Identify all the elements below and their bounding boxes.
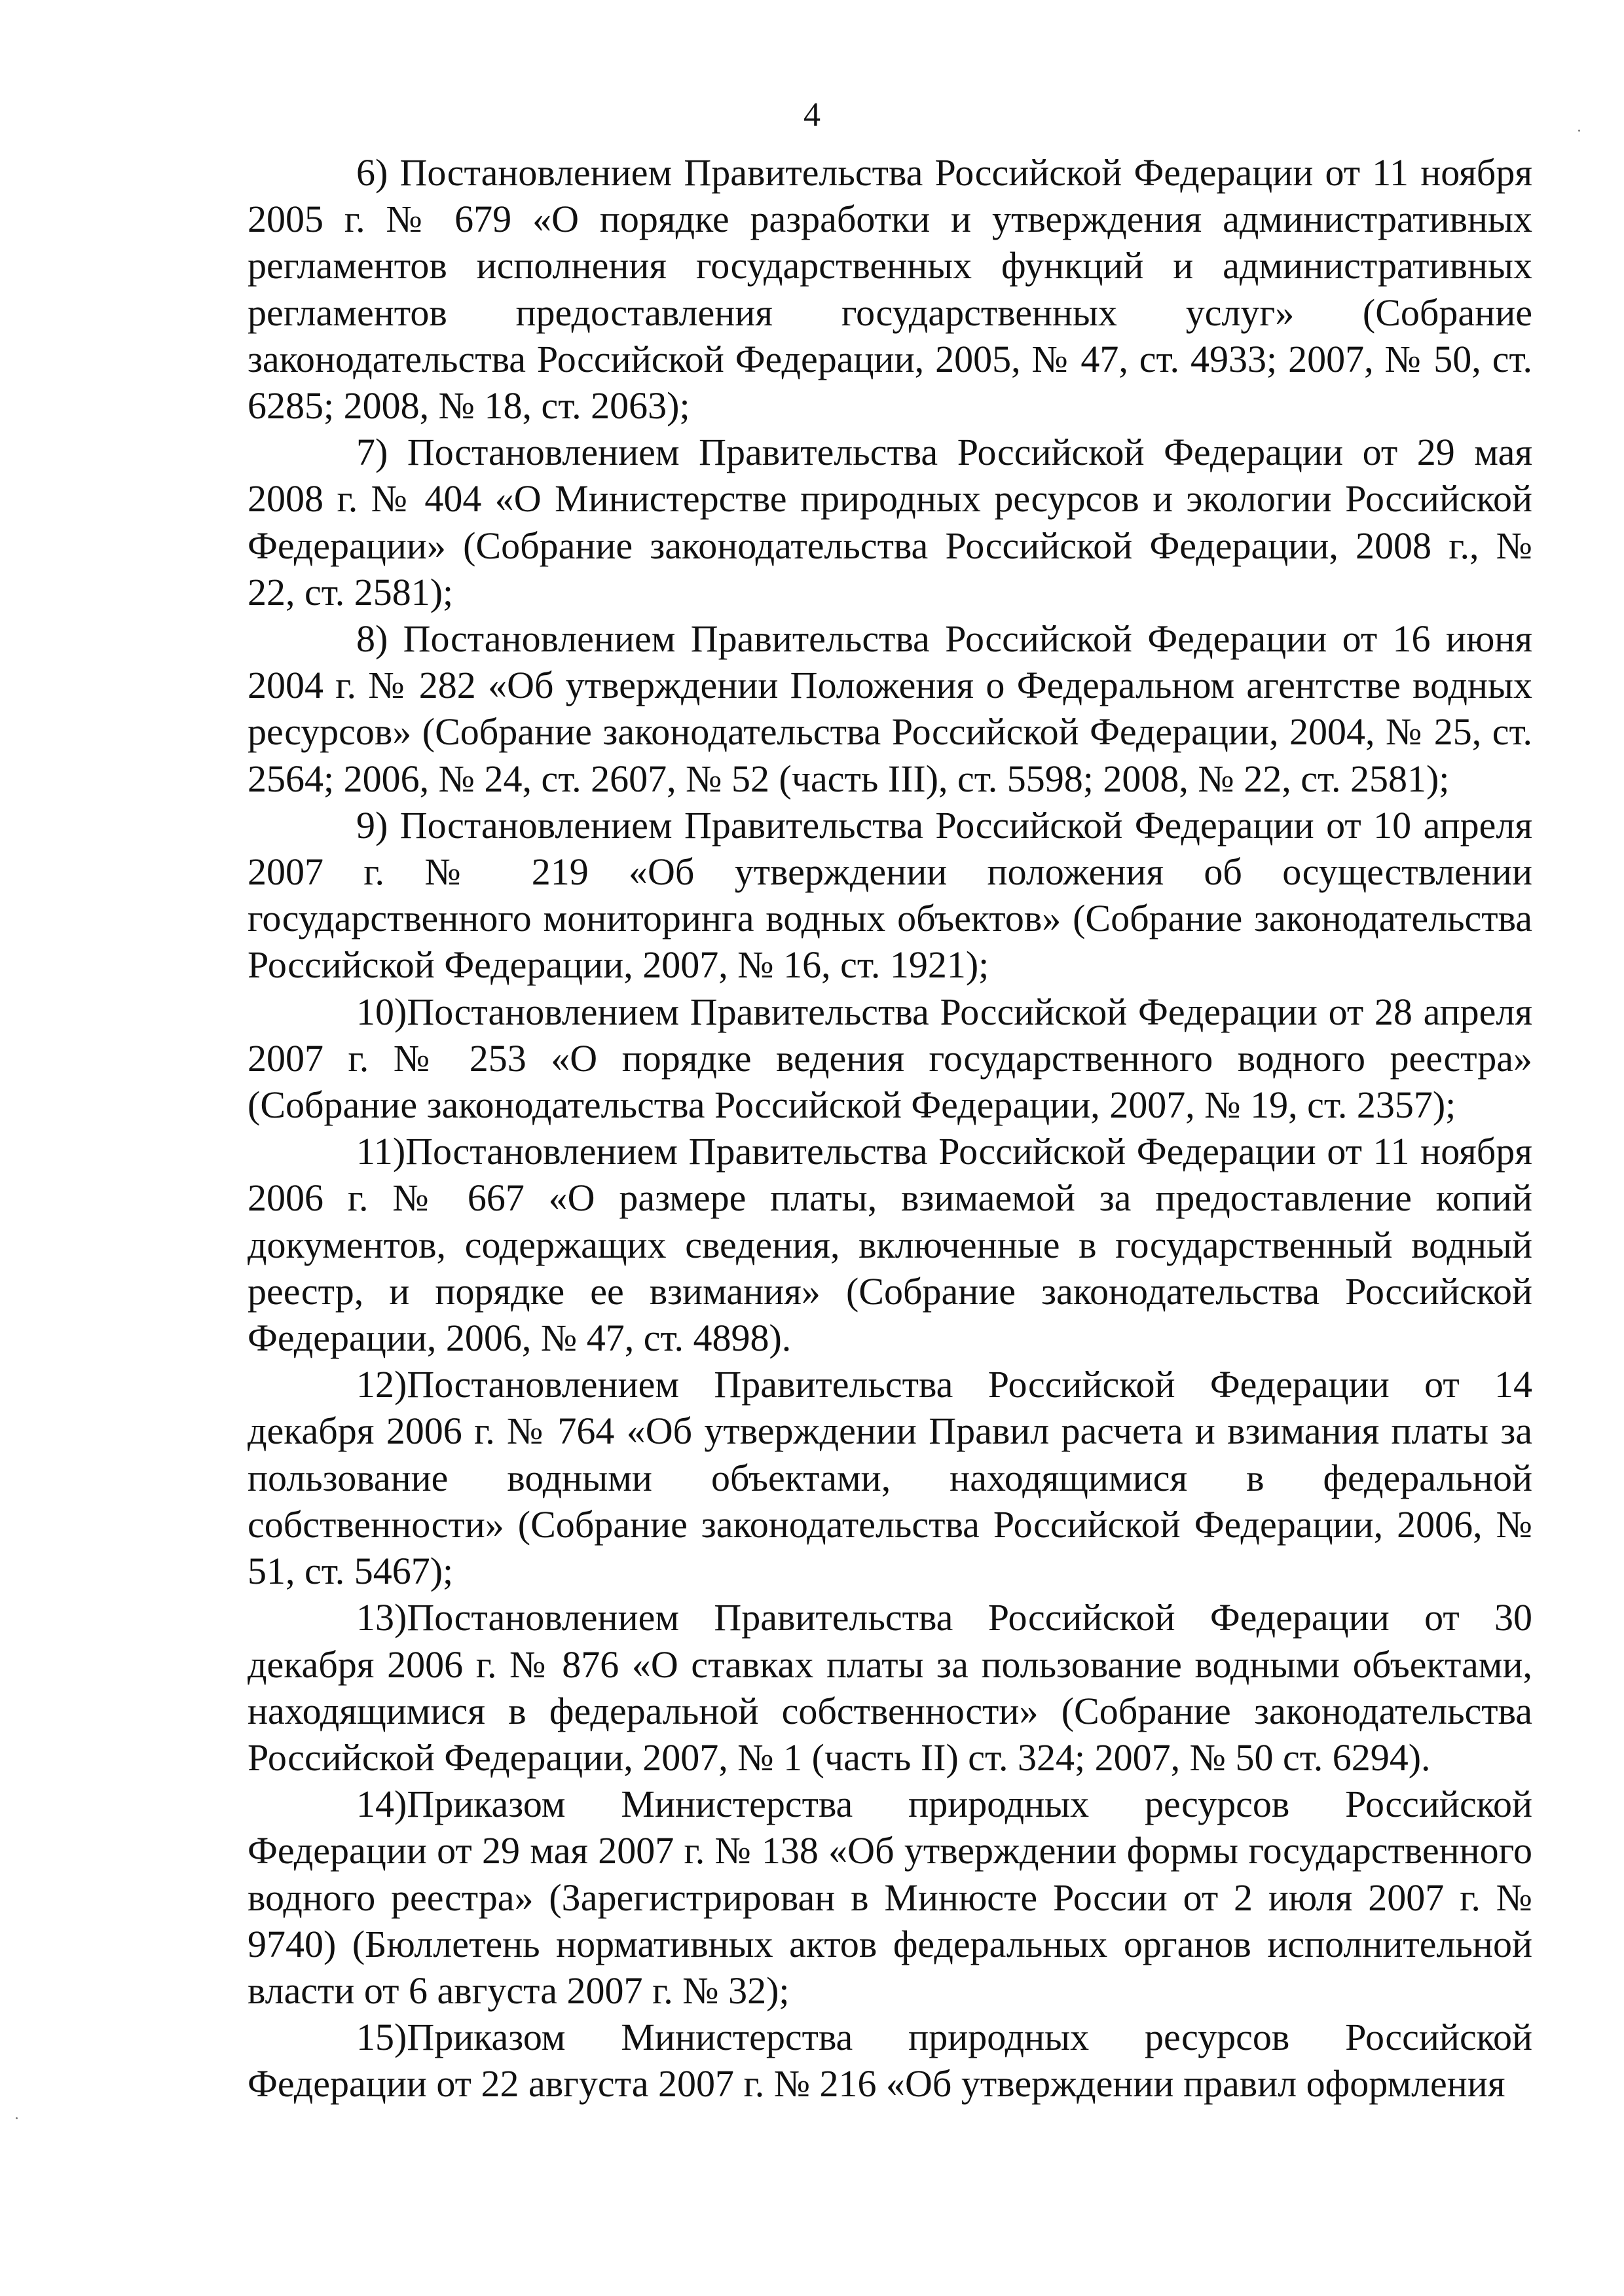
list-item: 14)Приказом Министерства природных ресурсов Российской Федерации от 29 мая 2007 г. № 138 «Об утверждении формы государственного водного реестра» (Зарегистрирован в Минюсте России от 2 июля 2007 г. № 9740) (Бюллетень нормативных актов федеральных органов исполнительной власти от 6 августа 2007 г. № 32);	[248, 1783, 1532, 2012]
scan-speck	[16, 2117, 18, 2119]
legal-reference-list	[248, 149, 1532, 2107]
list-item: 10)Постановлением Правительства Российской Федерации от 28 апреля 2007 г. № 253 «О порядке ведения государственного водного реестра» (Собрание законодательства Российской Федерации, 2007, № 19, ст. 2357);	[248, 990, 1532, 1127]
list-item: 9) Постановлением Правительства Российской Федерации от 10 апреля 2007 г. № 219 «Об утверждении положения об осуществлении государственного мониторинга водных объектов» (Собрание законодательства Российской Федерации, 2007, № 16, ст. 1921);	[248, 803, 1532, 987]
page-number: 4	[803, 96, 821, 134]
list-item: 12)Постановлением Правительства Российской Федерации от 14 декабря 2006 г. № 764 «Об утверждении Правил расчета и взимания платы за пользование водными объектами, находящимися в федеральной собственности» (Собрание законодательства Российской Федерации, 2006, № 51, ст. 5467);	[248, 1363, 1532, 1593]
list-item: 15)Приказом Министерства природных ресурсов Российской Федерации от 22 августа 2007 г. № 216 «Об утверждении правил оформления	[248, 2016, 1532, 2105]
list-item: 8) Постановлением Правительства Российской Федерации от 16 июня 2004 г. № 282 «Об утверждении Положения о Федеральном агентстве водных ресурсов» (Собрание законодательства Российской Федерации, 2004, № 25, ст. 2564; 2006, № 24, ст. 2607, № 52 (часть III), ст. 5598; 2008, № 22, ст. 2581);	[248, 617, 1532, 800]
list-item: 7) Постановлением Правительства Российской Федерации от 29 мая 2008 г. № 404 «О Министерстве природных ресурсов и экологии Российской Федерации» (Собрание законодательства Российской Федерации, 2008 г., № 22, ст. 2581);	[248, 431, 1532, 613]
list-item: 6) Постановлением Правительства Российской Федерации от 11 ноября 2005 г. № 679 «О порядке разработки и утверждения административных регламентов исполнения государственных функций и административных регламентов предоставления государственных услуг» (Собрание законодательства Российской Федерации, 2005, № 47, ст. 4933; 2007, № 50, ст. 6285; 2008, № 18, ст. 2063);	[248, 151, 1532, 428]
list-item: 11)Постановлением Правительства Российской Федерации от 11 ноября 2006 г. № 667 «О размере платы, взимаемой за предоставление копий документов, содержащих сведения, включенные в государственный водный реестр, и порядке ее взимания» (Собрание законодательства Российской Федерации, 2006, № 47, ст. 4898).	[248, 1130, 1532, 1360]
list-item: 13)Постановлением Правительства Российской Федерации от 30 декабря 2006 г. № 876 «О ставках платы за пользование водными объектами, находящимися в федеральной собственности» (Собрание законодательства Российской Федерации, 2007, № 1 (часть II) ст. 324; 2007, № 50 ст. 6294).	[248, 1596, 1532, 1779]
scan-speck	[1578, 130, 1580, 132]
